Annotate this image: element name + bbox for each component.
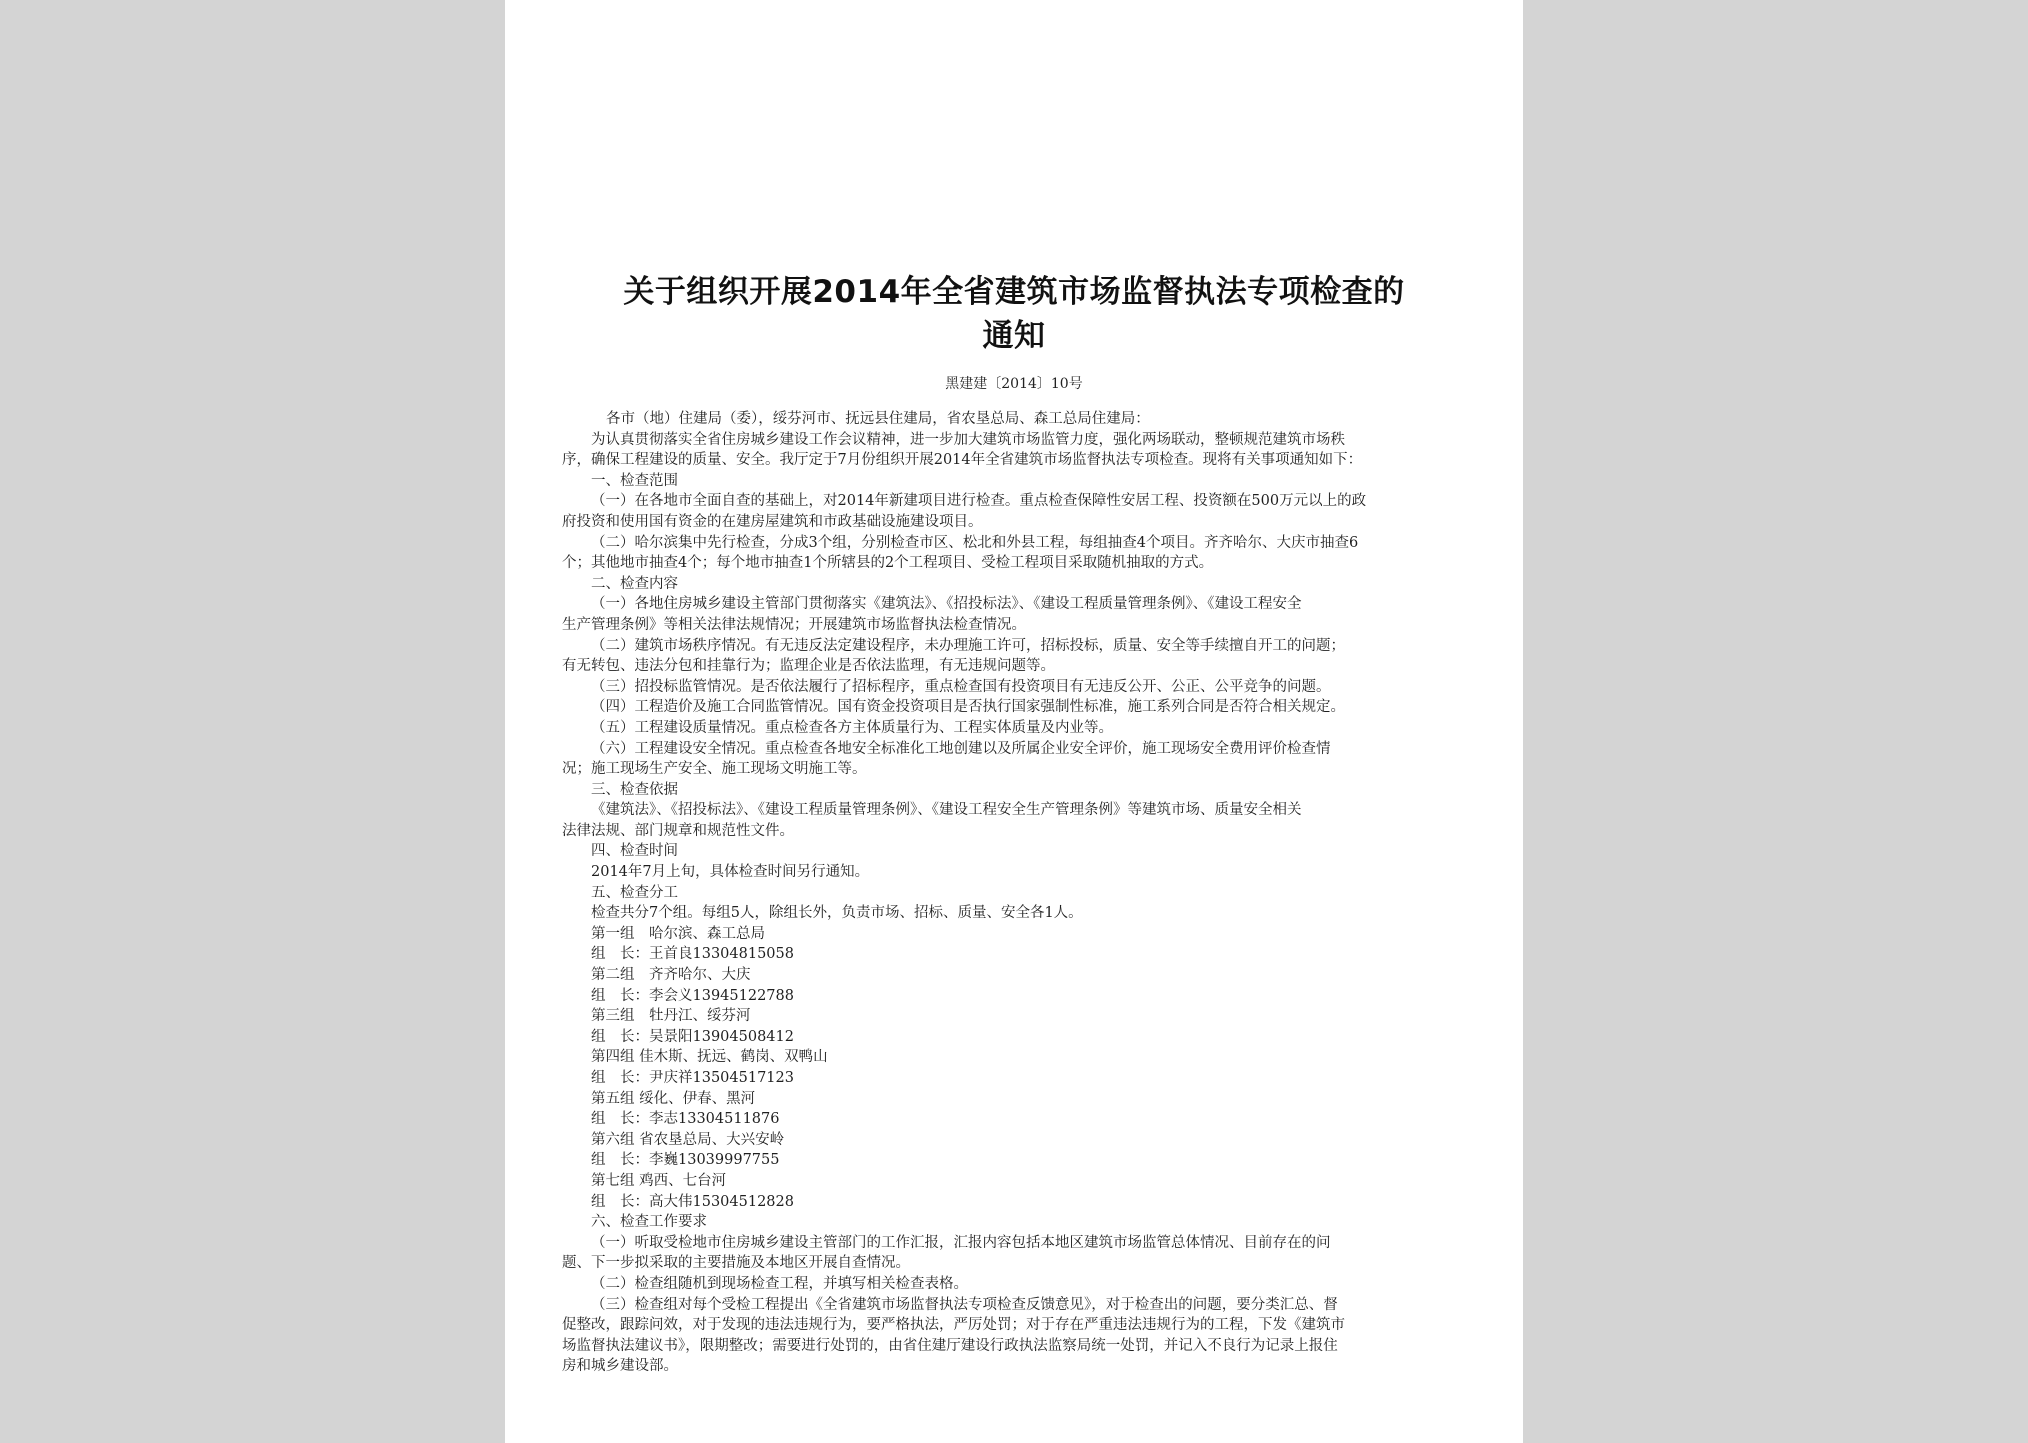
title-line: 关于组织开展2014年全省建筑市场监督执法专项检查的 — [623, 274, 1405, 310]
body-line: 第一组 哈尔滨、森工总局 — [591, 925, 765, 942]
body-line: 六、检查工作要求 — [591, 1214, 707, 1231]
body-line: 个；其他地市抽查4个；每个地市抽查1个所辖县的2个工程项目、受检工程项目采取随机抽取的方式。 — [562, 555, 1214, 572]
body-line: 生产管理条例》等相关法律法规情况；开展建筑市场监督执法检查情况。 — [562, 616, 1026, 633]
body-line: 五、检查分工 — [591, 884, 678, 901]
body-line: 各市（地）住建局（委），绥芬河市、抚远县住建局，省农垦总局、森工总局住建局： — [606, 411, 1150, 427]
body-line: （四）工程造价及施工合同监管情况。国有资金投资项目是否执行国家强制性标准，施工系列合同是否符合相关规定。 — [591, 699, 1345, 716]
body-line: 三、检查依据 — [591, 781, 678, 798]
body-line: 组 长：高大伟15304512828 — [591, 1193, 794, 1210]
body-line: 为认真贯彻落实全省住房城乡建设工作会议精神，进一步加大建筑市场监管力度，强化两场联动，整顿规范建筑市场秩 — [591, 431, 1345, 448]
body-line: 府投资和使用国有资金的在建房屋建筑和市政基础设施建设项目。 — [562, 513, 983, 530]
body-line: （六）工程建设安全情况。重点检查各地安全标准化工地创建以及所属企业安全评价，施工现场安全费用评价检查情 — [591, 740, 1331, 757]
body-line: 第三组 牡丹江、绥芬河 — [591, 1008, 751, 1025]
body-line: 促整改，跟踪问效，对于发现的违法违规行为，要严格执法，严厉处罚；对于存在严重违法违规行为的工程，下发《建筑市 — [562, 1317, 1345, 1334]
body-line: 第六组 省农垦总局、大兴安岭 — [591, 1131, 785, 1148]
body-line: 况；施工现场生产安全、施工现场文明施工等。 — [562, 761, 867, 778]
body-line: 有无转包、违法分包和挂靠行为；监理企业是否依法监理，有无违规问题等。 — [562, 658, 1055, 675]
body-line: 四、检查时间 — [591, 843, 678, 860]
body-line: （三）检查组对每个受检工程提出《全省建筑市场监督执法专项检查反馈意见》，对于检查出的问题，要分类汇总、督 — [591, 1296, 1338, 1313]
body-line: 题、下一步拟采取的主要措施及本地区开展自查情况。 — [562, 1255, 910, 1272]
document-title — [545, 270, 1483, 358]
body-line: 序，确保工程建设的质量、安全。我厅定于7月份组织开展2014年全省建筑市场监督执法专项检查。现将有关事项通知如下： — [562, 452, 1363, 469]
body-line: （二）检查组随机到现场检查工程，并填写相关检查表格。 — [591, 1275, 968, 1292]
body-line: 第五组 绥化、伊春、黑河 — [591, 1090, 756, 1107]
document-page — [505, 0, 1523, 1443]
body-line: 《建筑法》、《招投标法》、《建设工程质量管理条例》、《建设工程安全生产管理条例》等建筑市场、质量安全相关 — [591, 802, 1302, 819]
body-line: （一）各地住房城乡建设主管部门贯彻落实《建筑法》、《招投标法》、《建设工程质量管理条例》、《建设工程安全 — [591, 596, 1302, 613]
body-line: 组 长：李会义13945122788 — [591, 987, 794, 1004]
body-line: 一、检查范围 — [591, 472, 678, 489]
body-line: 组 长：李巍13039997755 — [591, 1152, 780, 1169]
body-line: （一）听取受检地市住房城乡建设主管部门的工作汇报，汇报内容包括本地区建筑市场监管总体情况、目前存在的问 — [591, 1234, 1331, 1251]
body-line: 第七组 鸡西、七台河 — [591, 1172, 727, 1189]
body-line: 检查共分7个组。每组5人，除组长外，负责市场、招标、质量、安全各1人。 — [591, 905, 1083, 922]
body-line: 法律法规、部门规章和规范性文件。 — [562, 822, 794, 839]
body-line: 组 长：吴景阳13904508412 — [591, 1028, 794, 1045]
body-line: 场监督执法建议书》，限期整改；需要进行处罚的，由省住建厅建设行政执法监察局统一处罚，并记入不良行为记录上报住 — [562, 1337, 1338, 1354]
body-line: 组 长：王首良13304815058 — [591, 946, 794, 963]
body-line: 第四组 佳木斯、抚远、鹤岗、双鸭山 — [591, 1049, 828, 1066]
body-line: （三）招投标监管情况。是否依法履行了招标程序，重点检查国有投资项目有无违反公开、公正、公平竞争的问题。 — [591, 678, 1331, 695]
document-body — [562, 409, 1472, 1377]
body-line: （二）建筑市场秩序情况。有无违反法定建设程序，未办理施工许可，招标投标，质量、安全等手续擅自开工的问题； — [591, 637, 1345, 654]
body-line: （二）哈尔滨集中先行检查，分成3个组，分别检查市区、松北和外县工程，每组抽查4个项目。齐齐哈尔、大庆市抽查6 — [591, 534, 1359, 551]
body-line: （五）工程建设质量情况。重点检查各方主体质量行为、工程实体质量及内业等。 — [591, 719, 1113, 736]
body-line: 房和城乡建设部。 — [562, 1358, 678, 1375]
body-line: 组 长：尹庆祥13504517123 — [591, 1070, 794, 1086]
body-line: 2014年7月上旬，具体检查时间另行通知。 — [591, 864, 870, 881]
body-line: 组 长：李志13304511876 — [591, 1111, 780, 1128]
document-number: 黑建建〔2014〕10号 — [945, 376, 1083, 392]
body-line: （一）在各地市全面自查的基础上，对2014年新建项目进行检查。重点检查保障性安居工程、投资额在500万元以上的政 — [591, 493, 1367, 510]
body-line: 二、检查内容 — [591, 575, 678, 592]
title-line: 通知 — [982, 318, 1046, 354]
body-line: 第二组 齐齐哈尔、大庆 — [591, 967, 751, 984]
